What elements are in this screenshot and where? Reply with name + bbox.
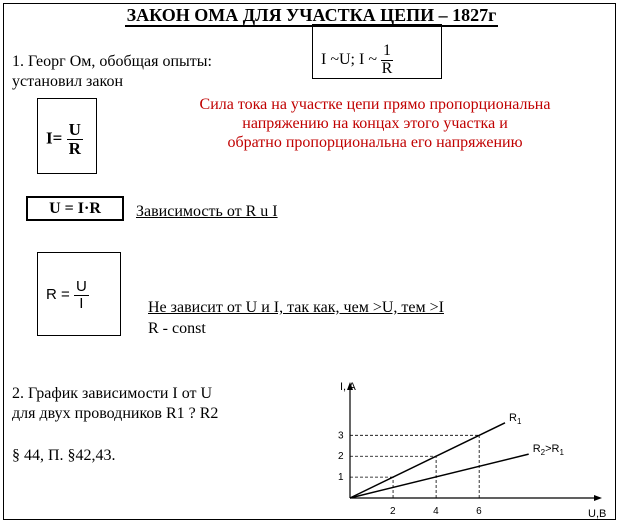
resistance-lhs: R = — [46, 286, 70, 304]
y-axis-label: I, A — [340, 381, 356, 393]
independence-line2: R - const — [148, 320, 206, 337]
x-axis-arrow — [594, 495, 602, 501]
y-tick-label-1: 1 — [338, 472, 344, 484]
statement-line2: напряжению на концах этого участка и — [242, 115, 508, 132]
resistance-den: I — [79, 294, 84, 312]
proportion-text: I ~U; I ~ — [321, 50, 377, 68]
independence-line1: Не зависит от U и I, так как, чем >U, тем >I — [148, 299, 444, 316]
page-title: ЗАКОН ОМА ДЛЯ УЧАСТКА ЦЕПИ – 1827г — [126, 5, 497, 25]
x-axis-label: U,B — [588, 508, 607, 520]
ohm-law-box — [37, 98, 97, 174]
proportion-num: 1 — [382, 42, 391, 59]
statement-line3: обратно пропорциональна его напряжению — [227, 134, 523, 151]
ohm-statement — [140, 95, 610, 152]
section2-line1: 2. График зависимости I от U — [12, 385, 213, 402]
x-tick-label-4: 4 — [433, 506, 439, 517]
ohm-law-lhs: I= — [46, 128, 63, 148]
formula-u: U = I·R — [49, 200, 101, 217]
section1-line1: 1. Георг Ом, обобщая опыты: — [12, 53, 212, 70]
series-line-R1 — [350, 423, 505, 498]
reference-text: § 44, П. §42,43. — [12, 447, 116, 464]
y-tick-label-3: 3 — [338, 430, 344, 442]
series-line-R2>R1 — [350, 454, 529, 498]
iu-graph — [330, 378, 618, 520]
resistance-num: U — [75, 278, 87, 295]
section2-line2: для двух проводников R1 ? R2 — [12, 405, 219, 422]
series-label-R1: $R_1$ — [509, 411, 522, 426]
y-tick-label-2: 2 — [338, 451, 344, 463]
proportion-den: R — [381, 59, 393, 77]
ohm-law-num: U — [68, 120, 81, 139]
x-tick-label-2: 2 — [390, 506, 396, 517]
formula-u-box — [26, 196, 124, 221]
proportion-box — [312, 24, 442, 79]
x-tick-label-6: 6 — [476, 506, 482, 517]
statement-line1: Сила тока на участке цепи прямо пропорциональна — [199, 96, 551, 113]
dependence-text: Зависимость от R u I — [136, 203, 278, 220]
section1-line2: установил закон — [12, 73, 123, 90]
ohm-law-den: R — [68, 138, 81, 158]
resistance-box — [37, 252, 121, 336]
series-label-R2>R1: $R_2>R_1$ — [532, 443, 564, 458]
